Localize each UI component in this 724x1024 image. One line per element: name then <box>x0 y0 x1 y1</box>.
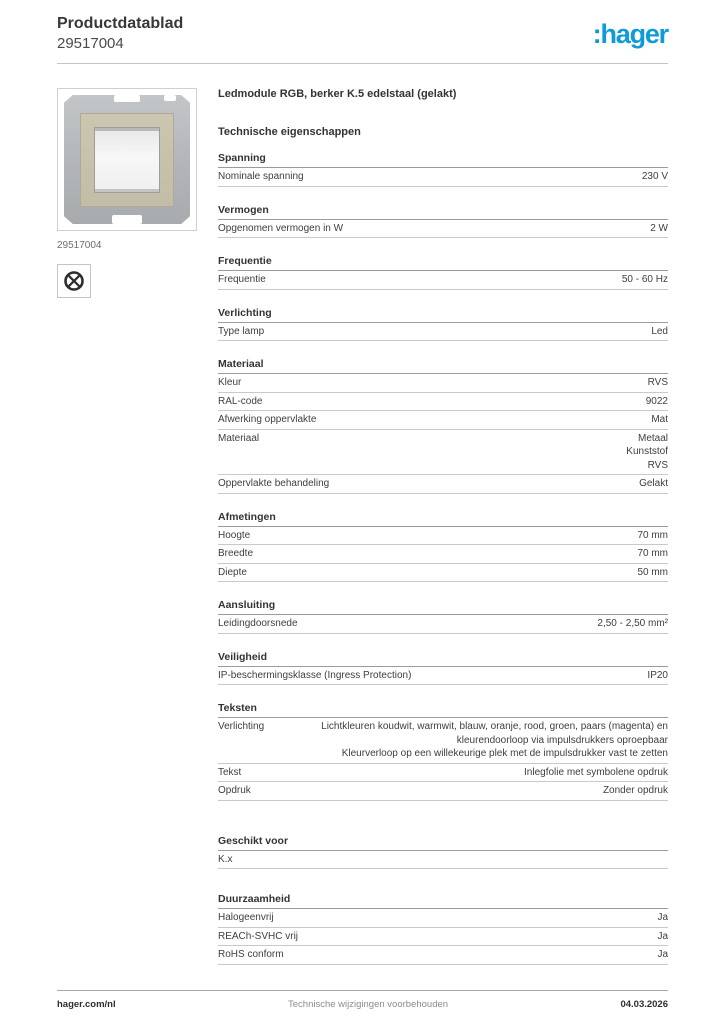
spec-row <box>218 393 668 412</box>
row-value: 70 mm <box>637 548 668 559</box>
row-label: Halogeenvrij <box>218 912 274 923</box>
section-heading: Materiaal <box>218 358 668 374</box>
section-heading: Veiligheid <box>218 651 668 667</box>
section-heading: Teksten <box>218 702 668 718</box>
section-rows <box>218 220 668 239</box>
row-value: 50 mm <box>637 566 668 578</box>
row-value: IP20 <box>647 669 668 681</box>
row-value: 50 - 60 Hz <box>621 274 668 285</box>
spec-row <box>218 430 668 476</box>
row-label: Oppervlakte behandeling <box>218 478 330 489</box>
section-heading: Frequentie <box>218 255 668 271</box>
product-image-caption: 29517004 <box>57 240 102 251</box>
row-label: Hoogte <box>218 529 251 541</box>
row-value: 9022 <box>645 395 668 407</box>
spec-row <box>218 782 668 801</box>
section-heading: Duurzaamheid <box>218 893 668 909</box>
section-rows <box>218 909 668 965</box>
footer-divider <box>57 990 668 991</box>
footer-disclaimer: Technische wijzigingen voorbehouden <box>288 999 449 1010</box>
section-heading: Verlichting <box>218 307 668 323</box>
spec-section <box>218 152 668 187</box>
row-label: Kleur <box>218 377 242 388</box>
row-label: IP-beschermingsklasse (Ingress Protection) <box>218 669 412 681</box>
row-label: Nominale spanning <box>218 171 304 182</box>
section-heading: Afmetingen <box>218 511 668 527</box>
row-label: Opdruk <box>218 785 251 796</box>
section-rows <box>218 527 668 583</box>
main-content <box>0 64 724 965</box>
section-rows <box>218 718 668 801</box>
section-heading: Aansluiting <box>218 599 668 615</box>
spec-row <box>218 411 668 430</box>
row-value: 2 W <box>650 222 668 234</box>
row-value: Mat <box>651 414 668 425</box>
spec-row <box>218 718 668 764</box>
row-value: Gelakt <box>639 478 668 489</box>
product-image <box>57 88 197 231</box>
section-rows <box>218 323 668 342</box>
page-title: Productdatablad <box>57 15 184 32</box>
specs-column <box>218 88 668 965</box>
spec-section <box>218 893 668 965</box>
product-frame <box>80 113 174 207</box>
header-titles <box>57 14 183 53</box>
product-title: Ledmodule RGB, berker K.5 edelstaal (gelakt) <box>218 88 457 100</box>
spec-row <box>218 667 668 686</box>
row-value: Inlegfolie met symbolene opdruk <box>524 766 668 778</box>
plate-notch-top-right <box>164 95 176 101</box>
spec-row <box>218 851 668 870</box>
section-rows <box>218 271 668 290</box>
section-rows <box>218 667 668 686</box>
spec-row <box>218 564 668 583</box>
row-value: Lichtkleuren koudwit, warmwit, blauw, oranje, rood, groen, paars (magenta) en kleurendoorloop via impulsdrukkers oproepbaar Kleurverloop op een willekeurige plek met de impulsdrukker vast te zetten <box>321 721 668 759</box>
row-value: Ja <box>657 930 668 942</box>
row-label: Leidingdoorsnede <box>218 618 298 629</box>
spec-row <box>218 475 668 494</box>
row-value: 230 V <box>641 171 668 182</box>
row-value: Ja <box>657 949 668 960</box>
row-value: Zonder opdruk <box>602 785 668 796</box>
section-rows <box>218 374 668 494</box>
spec-row <box>218 764 668 783</box>
footer-date: 04.03.2026 <box>620 999 668 1010</box>
spec-section <box>218 358 668 494</box>
section-heading: Geschikt voor <box>218 835 668 851</box>
spec-row <box>218 323 668 342</box>
section-heading: Vermogen <box>218 204 668 220</box>
row-label: Tekst <box>218 766 242 778</box>
row-label: RAL-code <box>218 395 263 407</box>
row-label: Type lamp <box>218 325 265 337</box>
spec-row <box>218 615 668 634</box>
row-value: RVS <box>647 377 668 388</box>
row-label: K.x <box>218 853 233 865</box>
row-label: Opgenomen vermogen in W <box>218 222 344 234</box>
product-column <box>57 88 197 965</box>
section-heading: Spanning <box>218 152 668 168</box>
footer <box>57 990 668 1010</box>
spec-section <box>218 204 668 239</box>
lamp-crossed-circle-icon <box>62 269 86 293</box>
row-label: Breedte <box>218 548 254 559</box>
product-metal-plate <box>64 95 190 224</box>
section-rows <box>218 851 668 870</box>
row-label: Materiaal <box>218 432 260 444</box>
spec-row <box>218 168 668 187</box>
footer-website: hager.com/nl <box>57 999 116 1010</box>
spec-row <box>218 928 668 947</box>
hager-logo: :hager <box>592 19 668 49</box>
header <box>0 0 724 54</box>
spec-section <box>218 651 668 686</box>
specs-heading: Technische eigenschappen <box>218 126 361 138</box>
spec-section <box>218 835 668 870</box>
spec-row <box>218 527 668 546</box>
row-label: Afwerking oppervlakte <box>218 414 317 425</box>
row-value: Metaal Kunststof RVS <box>626 432 668 471</box>
spec-row <box>218 545 668 564</box>
product-number: 29517004 <box>57 35 124 52</box>
spec-row <box>218 909 668 928</box>
row-label: REACh-SVHC vrij <box>218 930 299 942</box>
spec-row <box>218 374 668 393</box>
spec-row <box>218 271 668 290</box>
spec-section <box>218 599 668 634</box>
row-label: Verlichting <box>218 721 265 732</box>
spec-section <box>218 255 668 290</box>
footer-row <box>57 999 668 1010</box>
product-button <box>94 127 160 193</box>
spec-section <box>218 511 668 583</box>
section-rows <box>218 615 668 634</box>
spec-row <box>218 946 668 965</box>
plate-notch-bottom <box>112 215 142 224</box>
lamp-icon <box>57 264 91 298</box>
spec-row <box>218 220 668 239</box>
spec-section <box>218 702 668 801</box>
row-value: Ja <box>657 912 668 923</box>
spec-sections <box>218 152 668 965</box>
row-value: 2,50 - 2,50 mm² <box>597 618 668 629</box>
row-value: 70 mm <box>637 529 668 541</box>
plate-notch-top <box>114 95 140 102</box>
spec-section <box>218 307 668 342</box>
row-label: Frequentie <box>218 274 266 285</box>
row-label: Diepte <box>218 566 247 578</box>
row-label: RoHS conform <box>218 949 284 960</box>
section-rows <box>218 168 668 187</box>
row-value: Led <box>651 325 668 337</box>
